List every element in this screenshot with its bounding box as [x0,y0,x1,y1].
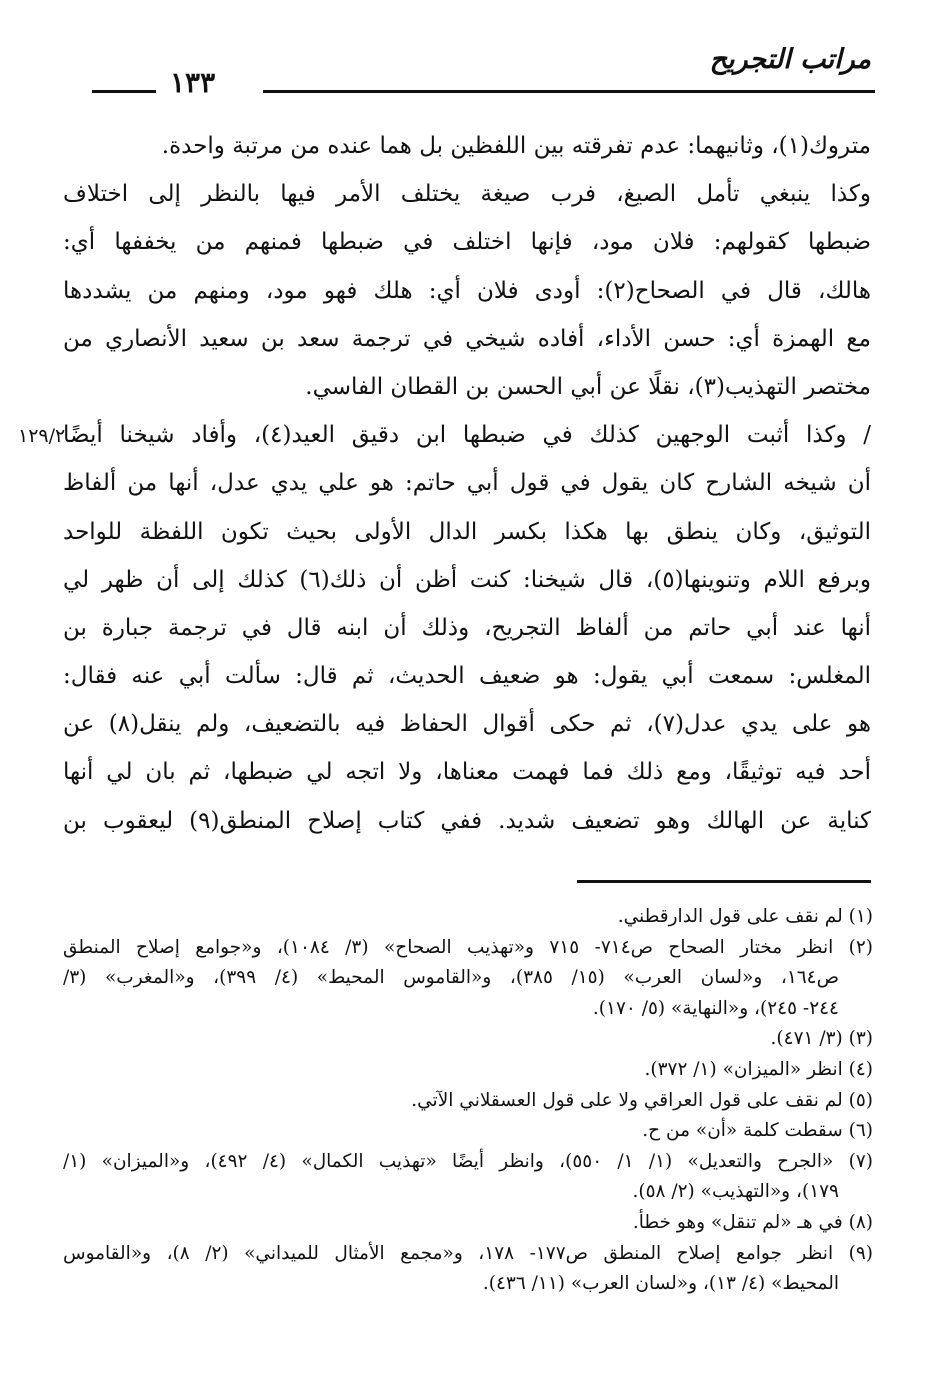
text-line: هالك، قال في الصحاح(٢): أودى فلان أي: هلك فهو مود، ومنهم من يشددها [63,277,871,304]
text-line: مختصر التهذيب(٣)، نقلًا عن أبي الحسن بن القطان الفاسي. [305,373,871,400]
footnote-line: ص١٦٤، و«لسان العرب» (١٥/ ٣٨٥)، و«القاموس المحيط» (٤/ ٣٩٩)، و«المغرب» (٣/ [63,967,839,989]
footnote-line: (٢) انظر مختار الصحاح ص٧١٤- ٧١٥ و«تهذيب الصحاح» (٣/ ١٠٨٤)، و«جوامع إصلاح المنطق [63,936,873,958]
text-line: أحد فيه توثيقًا، ومع ذلك فما فهمت معناها، ولا اتجه لي ضبطها، ثم بان لي أنها [63,759,871,786]
footnote-line: ٢٤٤- ٢٤٥)، و«النهاية» (٥/ ١٧٠). [592,997,839,1019]
text-line: أن شيخه الشارح كان يقول في قول أبي حاتم: هو علي يدي عدل، أنها من ألفاظ [63,470,871,497]
footnote-line: (٣) (٣/ ٤٧١). [770,1028,873,1050]
footnote-line: (٧) «الجرح والتعديل» (١/ ١/ ٥٥٠)، وانظر أيضًا «تهذيب الكمال» (٤/ ٤٩٢)، و«الميزان» (١/ [63,1150,873,1172]
manuscript-folio-note: ١٢٩/٢ [18,425,66,447]
footnote-line: (٨) في هـ «لم تنقل» وهو خطأ. [632,1211,873,1233]
footnotes [63,902,873,1300]
header-rule-short [92,90,156,93]
text-line: المغلس: سمعت أبي يقول: هو ضعيف الحديث، ثم قال: سألت أبي عنه فقال: [63,663,871,690]
running-header-title: مراتب التجريح [709,44,871,75]
footnote-line: (١) لم نقف على قول الدارقطني. [617,906,873,927]
text-line: ضبطها كقولهم: فلان مود، فإنها اختلف في ضبطها فمنهم من يخففها أي: [63,229,871,256]
footnote-line: (٩) انظر جوامع إصلاح المنطق ص١٧٧- ١٧٨، و«مجمع الأمثال للميداني» (٢/ ٨)، و«القاموس [63,1242,873,1264]
text-line: كناية عن الهالك وهو تضعيف شديد. ففي كتاب إصلاح المنطق(٩) ليعقوب بن [63,807,871,834]
text-line: / وكذا أثبت الوجهين كذلك في ضبطها ابن دقيق العيد(٤)، وأفاد شيخنا أيضًا [63,422,871,449]
page-number: ١٣٣ [170,66,216,99]
text-line: وكذا ينبغي تأمل الصيغ، فرب صيغة يختلف الأمر فيها بالنظر إلى اختلاف [63,181,871,208]
footnote-line: المحيط» (٤/ ١٣)، و«لسان العرب» (١١/ ٤٣٦). [482,1273,839,1295]
text-line: التوثيق، وكان ينطق بها هكذا بكسر الدال الأولى بحيث تكون اللفظة للواحد [63,518,871,545]
text-line: أنها عند أبي حاتم من ألفاظ التجريح، وذلك أن ابنه قال في ترجمة جبارة بن [63,614,871,641]
footnote-line: (٤) انظر «الميزان» (١/ ٣٧٢). [644,1058,873,1080]
main-text [63,122,871,845]
text-line: وبرفع اللام وتنوينها(٥)، قال شيخنا: كنت أظن أن ذلك(٦) كذلك إلى أن ظهر لي [63,566,871,593]
footnote-rule [577,880,871,883]
text-line: هو على يدي عدل(٧)، ثم حكى أقوال الحفاظ فيه بالتضعيف، ولم ينقل(٨) عن [63,711,871,738]
text-line: مع الهمزة أي: حسن الأداء، أفاده شيخي في ترجمة سعد بن سعيد الأنصاري من [63,325,871,352]
header-rule [263,90,875,93]
text-line: متروك(١)، وثانيهما: عدم تفرقته بين اللفظين بل هما عنده من مرتبة واحدة. [161,133,871,159]
footnote-line: ١٧٩)، و«التهذيب» (٢/ ٥٨). [632,1181,839,1203]
footnote-line: (٥) لم نقف على قول العراقي ولا على قول العسقلاني الآتي. [411,1089,873,1111]
footnote-line: (٦) سقطت كلمة «أن» من ح. [642,1120,873,1142]
